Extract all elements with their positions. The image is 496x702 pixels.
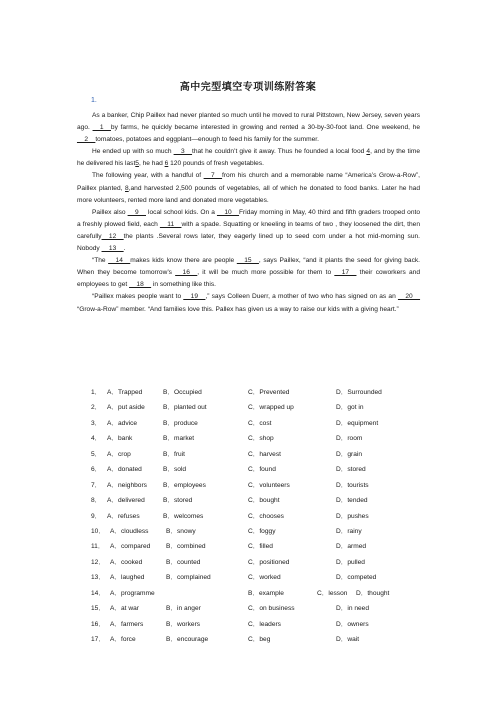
option-row	[91, 417, 431, 432]
option-d[interactable]: D．got in	[336, 404, 364, 412]
option-d[interactable]: D．tended	[336, 497, 368, 505]
option-a[interactable]: A．delivered	[107, 497, 145, 505]
option-c[interactable]: C．shop	[248, 435, 274, 443]
passage-text: , says Paillex, “and it plants the seed for giving back. When they become tomorrow’s	[77, 257, 420, 277]
passage-text: Friday morning in May, 40 third and fifth graders trooped onto a freshly plowed field, each	[77, 208, 420, 228]
option-b[interactable]: B．produce	[163, 419, 198, 427]
passage-text: “Grow-a-Row” member. “And families love this. Pallex has given us a way to raise our kids with a giving heart.”	[77, 305, 399, 313]
passage-text: “The	[92, 257, 109, 265]
option-d[interactable]: D．grain	[336, 450, 363, 458]
option-a[interactable]: A．Trapped	[107, 389, 143, 396]
blank-number: __2__	[77, 136, 96, 144]
passage-paragraph	[77, 146, 420, 170]
option-a[interactable]: A．donated	[107, 466, 142, 474]
option-number: 9．	[91, 512, 102, 520]
passage-text: that he couldn’t give it away. Thus he founded a local food	[192, 148, 367, 156]
option-c[interactable]: C．chooses	[248, 512, 284, 520]
passage-text: makes kids know there are people	[130, 257, 237, 265]
passage-text: the plants .Several rows later, they eagerly lined up to seed corn under a hot mid-morning sun. Nobody	[77, 232, 420, 253]
passage-text: from his church and a memorable name “America’s Grow-a-Row”, Paillex planted,	[77, 172, 420, 192]
option-c[interactable]: C．on business	[248, 605, 295, 613]
passage-text: , and by the time he delivered his last	[77, 148, 421, 168]
option-d[interactable]: D．competed	[336, 574, 377, 582]
passage-text: ,and harvested 2,500 pounds of vegetables, all of which he donated to food banks. Later he had more volunteers, rented more land and donated more vegetables.	[77, 184, 420, 204]
option-b[interactable]: B．example	[248, 589, 284, 597]
blank-number: 6	[164, 160, 169, 168]
option-d[interactable]: D．wait	[336, 636, 360, 643]
option-number: 12．	[91, 558, 105, 566]
option-row	[91, 432, 431, 447]
option-a[interactable]: A．bank	[107, 435, 133, 443]
passage-text: ,” says Colleen Duerr, a mother of two who has signed on as an	[205, 293, 398, 301]
passage-text: with a spade. Squatting or kneeling in teams of two , they loosened the dirt, then carefully	[77, 220, 420, 240]
option-c[interactable]: C．found	[248, 466, 276, 474]
blank-number: __9__	[127, 208, 146, 216]
passage-text: 120 pounds of fresh vegetables.	[168, 160, 264, 168]
option-d[interactable]: D．Surrounded	[336, 389, 382, 396]
blank-number: __14__	[108, 257, 131, 265]
passage-text: He ended up with so much	[92, 148, 174, 156]
option-row	[91, 618, 431, 633]
option-row	[91, 448, 431, 463]
passage-paragraph	[77, 207, 420, 255]
option-a[interactable]: A．advice	[107, 419, 138, 427]
option-a[interactable]: A．farmers	[110, 620, 144, 628]
option-number: 1．	[91, 389, 102, 396]
passage-text: local school kids. On a	[145, 208, 217, 216]
passage-text: , it will be much more possible for them to	[197, 269, 335, 277]
option-row	[91, 386, 431, 401]
option-c[interactable]: C．wrapped up	[248, 404, 294, 412]
passage-text: their coworkers and employees to get	[77, 269, 420, 289]
option-d[interactable]: D．armed	[336, 543, 367, 551]
option-c[interactable]: C．volunteers	[248, 481, 290, 489]
option-row	[91, 479, 431, 494]
option-number: 16．	[91, 620, 105, 628]
blank-number: __20__	[397, 293, 420, 301]
option-a[interactable]: A．refuses	[107, 512, 140, 520]
passage-text: “Paillex makes people want to	[92, 293, 184, 301]
option-number: 11．	[91, 543, 105, 551]
option-c[interactable]: C．foggy	[248, 527, 276, 535]
option-a[interactable]: A．programme	[110, 589, 155, 597]
option-row	[91, 633, 431, 648]
option-number: 3．	[91, 419, 102, 427]
option-number: 17．	[91, 636, 105, 643]
passage-paragraph	[77, 255, 420, 291]
blank-number: __10__	[216, 208, 239, 216]
option-c[interactable]: C．positioned	[248, 558, 290, 566]
document-title: 高中完型填空专项训练附答案	[179, 82, 317, 93]
option-number: 2．	[91, 404, 102, 412]
blank-number: __18__	[129, 281, 152, 289]
blank-number: 8	[125, 184, 129, 192]
option-b[interactable]: B．sold	[163, 466, 187, 474]
blank-number: __11__	[159, 220, 182, 228]
option-b[interactable]: B．workers	[166, 620, 201, 628]
option-number: 7．	[91, 481, 102, 489]
question-number: 1.	[91, 97, 97, 104]
passage-text: Paillex also	[92, 208, 128, 216]
option-c[interactable]: C．bought	[248, 497, 280, 505]
option-c[interactable]: C．harvest	[248, 450, 281, 458]
option-number: 13．	[91, 574, 105, 582]
option-a[interactable]: A．neighbors	[107, 481, 147, 489]
option-d[interactable]: D．thought	[356, 589, 390, 597]
blank-number: __12__	[101, 232, 124, 240]
answer-options	[91, 386, 431, 648]
option-row	[91, 571, 431, 586]
option-b[interactable]: B．complained	[166, 574, 211, 582]
option-b[interactable]: B．planted out	[163, 404, 207, 412]
option-number: 15．	[91, 605, 105, 613]
option-d[interactable]: D．rainy	[336, 527, 362, 535]
passage-text: .	[123, 245, 126, 253]
option-d[interactable]: D．pushes	[336, 512, 369, 520]
passage-text: tomatoes, potatoes and eggplant—enough to feed his family for the summer.	[95, 136, 319, 144]
option-b[interactable]: B．in anger	[166, 605, 201, 613]
option-b[interactable]: B．employees	[163, 481, 206, 489]
option-b[interactable]: B．Occupied	[163, 389, 202, 396]
passage-text: As a banker, Chip Paillex had never planted so much until he moved to rural Pittstown, New Jersey, seven years ago.	[77, 112, 420, 132]
option-number: 10．	[91, 527, 105, 535]
option-number: 5．	[91, 450, 102, 458]
option-d[interactable]: D．owners	[336, 620, 369, 628]
cloze-passage	[77, 110, 420, 316]
option-c[interactable]: C．leaders	[248, 620, 281, 628]
option-row	[91, 494, 431, 509]
option-number: 14．	[91, 589, 105, 597]
option-d[interactable]: D．tourists	[336, 481, 369, 489]
option-row	[91, 463, 431, 478]
option-b[interactable]: B．combined	[166, 543, 206, 551]
option-a[interactable]: A．put aside	[107, 404, 145, 412]
option-d[interactable]: D．equipment	[336, 419, 379, 427]
blank-number: __3__	[173, 148, 192, 156]
passage-text: , he had	[138, 160, 165, 168]
option-b[interactable]: B．stored	[163, 497, 193, 505]
option-b[interactable]: B．welcomes	[163, 512, 204, 520]
option-a[interactable]: A．at war	[110, 605, 139, 613]
option-c[interactable]: C．beg	[248, 636, 271, 643]
option-b[interactable]: B．snowy	[166, 527, 196, 535]
passage-paragraph	[77, 170, 420, 206]
passage-text: by farms, he quickly became interested in growing and rented a 30-by-30-foot land. One weekend, he	[110, 124, 420, 132]
option-c[interactable]: C．cost	[248, 419, 272, 427]
option-row	[91, 525, 431, 540]
option-number: 6．	[91, 466, 102, 474]
option-row	[91, 510, 431, 525]
blank-number: __7__	[203, 172, 223, 180]
option-row	[91, 587, 431, 602]
option-number: 4．	[91, 435, 102, 443]
option-a[interactable]: A．cloudless	[110, 527, 149, 535]
option-b[interactable]: B．counted	[166, 558, 201, 566]
option-d[interactable]: D．stored	[336, 466, 366, 474]
blank-number: __17__	[334, 269, 357, 277]
option-a[interactable]: A．cooked	[110, 558, 143, 566]
option-row	[91, 556, 431, 571]
blank-number: 5	[135, 160, 139, 168]
passage-text: The following year, with a handful of	[92, 172, 204, 180]
blank-number: __15__	[236, 257, 259, 265]
blank-number: __13__	[101, 245, 124, 253]
option-a[interactable]: A．laughed	[110, 574, 145, 582]
blank-number: __19__	[183, 293, 206, 301]
option-c[interactable]: C．lesson	[317, 589, 348, 597]
option-c[interactable]: C．worked	[248, 574, 281, 582]
option-d[interactable]: D．room	[336, 435, 363, 443]
option-a[interactable]: A．force	[110, 636, 136, 643]
passage-text: in something like this.	[151, 281, 216, 289]
blank-number: __16__	[175, 269, 198, 277]
option-d[interactable]: D．pulled	[336, 558, 365, 566]
option-a[interactable]: A．crop	[107, 450, 131, 458]
option-number: 8．	[91, 497, 102, 505]
blank-number: 4	[366, 148, 371, 156]
option-row	[91, 540, 431, 555]
option-c[interactable]: C．filled	[248, 543, 273, 551]
option-b[interactable]: B．market	[163, 435, 195, 443]
option-d[interactable]: D．in need	[336, 605, 369, 613]
option-b[interactable]: B．fruit	[163, 450, 185, 458]
blank-number: __1__	[92, 124, 111, 132]
option-c[interactable]: C．Prevented	[248, 389, 290, 396]
passage-paragraph	[77, 291, 420, 315]
option-a[interactable]: A．compared	[110, 543, 151, 551]
option-row	[91, 602, 431, 617]
passage-paragraph	[77, 110, 420, 146]
option-b[interactable]: B．encourage	[166, 636, 209, 643]
option-row	[91, 401, 431, 416]
